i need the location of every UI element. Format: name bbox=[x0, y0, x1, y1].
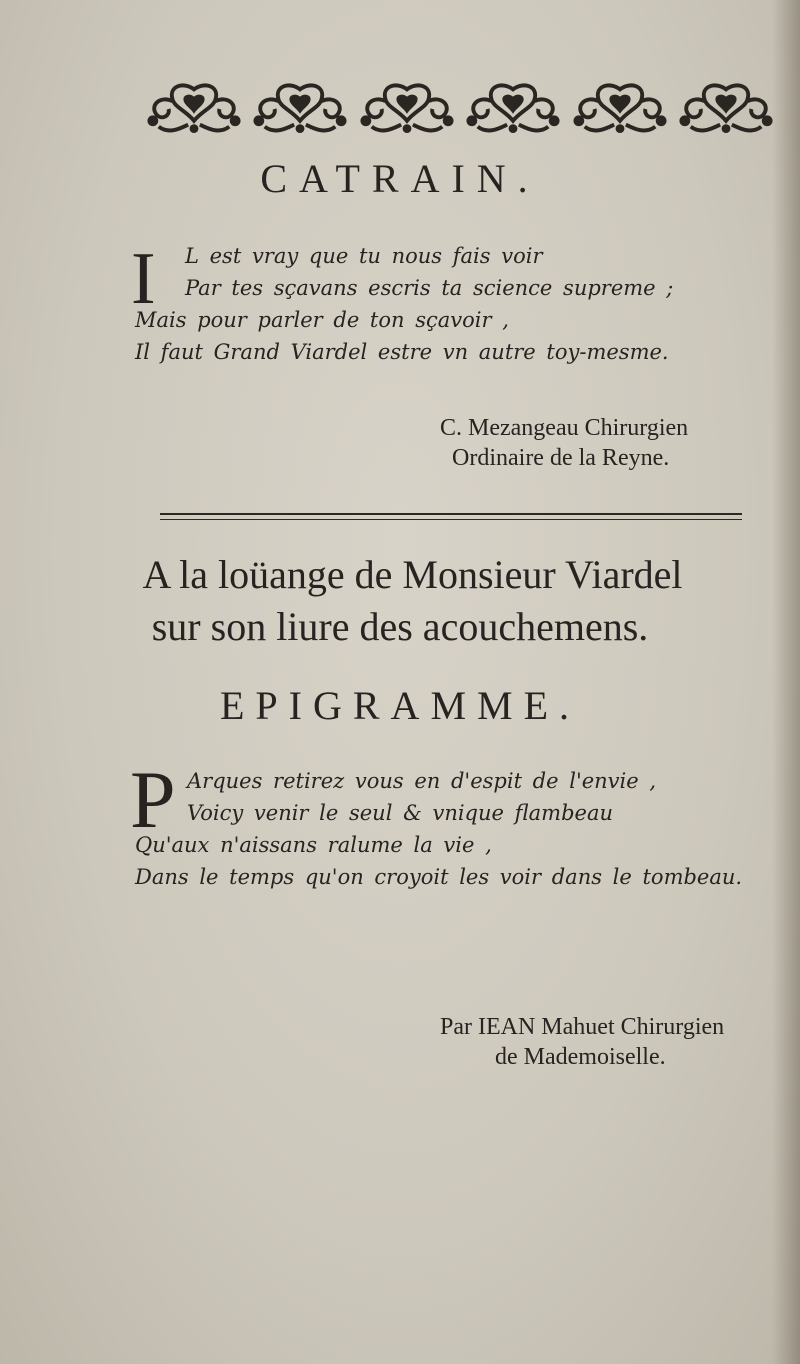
epigramme-attribution bbox=[440, 1012, 724, 1072]
fleuron-ornament-icon bbox=[677, 81, 775, 137]
fleuron-ornament-icon bbox=[251, 81, 349, 137]
catrain-dropcap: I bbox=[131, 238, 156, 320]
attribution-line: Ordinaire de la Reyne. bbox=[452, 445, 670, 471]
epigramme-dropcap: P bbox=[130, 754, 176, 845]
fleuron-ornament-icon bbox=[145, 81, 243, 137]
fleuron-ornament-icon bbox=[464, 81, 562, 137]
catrain-attribution bbox=[440, 413, 688, 473]
attribution-line: Par IEAN Mahuet Chirurgien bbox=[440, 1014, 725, 1040]
catrain-poem bbox=[131, 238, 775, 368]
epigramme-poem bbox=[130, 754, 775, 893]
poem-line: L est vray que tu nous fais voir bbox=[185, 244, 543, 268]
poem-line: Voicy venir le seul & vnique flambeau bbox=[187, 801, 613, 825]
fleuron-ornament-icon bbox=[358, 81, 456, 137]
epigramme-title: EPIGRAMME. bbox=[219, 683, 581, 728]
poem-line: Qu'aux n'aissans ralume la vie , bbox=[135, 833, 492, 857]
dedication-heading-line2: sur son liure des acouchemens. bbox=[151, 604, 649, 649]
dedication-heading-line1: A la loüange de Monsieur Viardel bbox=[142, 552, 683, 597]
fleuron-ornament-icon bbox=[571, 81, 669, 137]
attribution-line: de Mademoiselle. bbox=[495, 1044, 666, 1070]
poem-line: Dans le temps qu'on croyoit les voir dans le tombeau. bbox=[135, 865, 743, 889]
poem-line: Mais pour parler de ton sçavoir , bbox=[135, 308, 509, 332]
poem-line: Arques retirez vous en d'espit de l'envie , bbox=[187, 769, 657, 793]
poem-line: Par tes sçavans escris ta science supreme ; bbox=[185, 276, 674, 300]
ornament-border bbox=[145, 80, 775, 138]
catrain-title: CATRAIN. bbox=[260, 156, 540, 201]
attribution-line: C. Mezangeau Chirurgien bbox=[440, 415, 689, 441]
section-divider bbox=[160, 513, 742, 520]
poem-line: Il faut Grand Viardel estre vn autre toy-mesme. bbox=[135, 340, 669, 364]
